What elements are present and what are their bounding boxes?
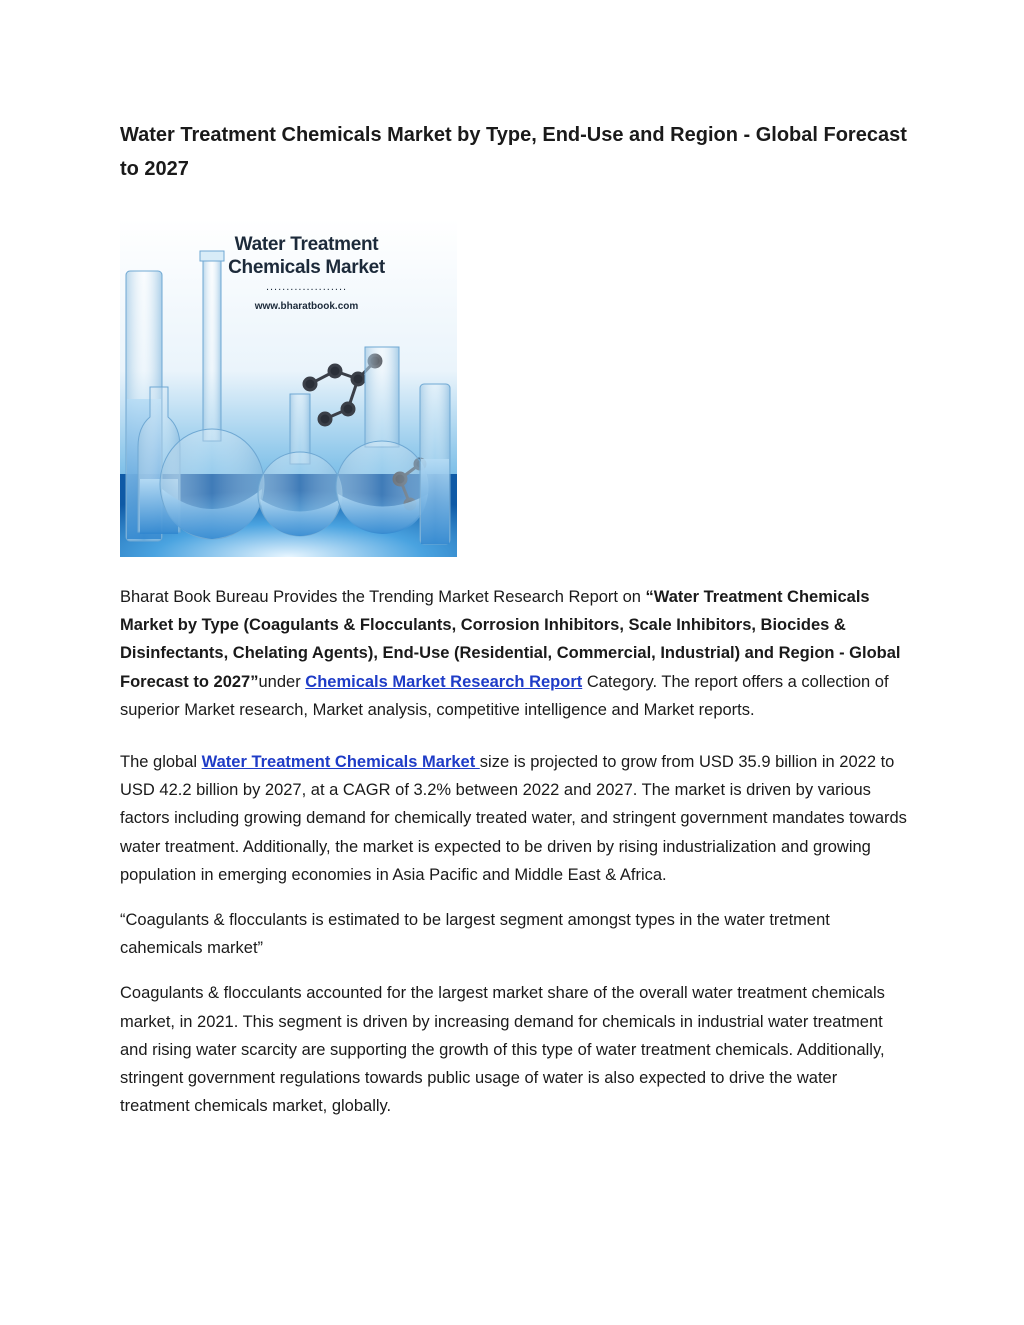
- segment-paragraph: Coagulants & flocculants accounted for the largest market share of the overall water treatment chemicals market, in 2021. This segment is driven by increasing demand for chemicals in industrial water treatment and rising water scarcity are supporting the growth of this type of water treatment chemicals. Additionally, stringent government regulations towards public usage of water is also expected to drive the water treatment chemicals market, globally.: [120, 984, 885, 1116]
- document-title: Water Treatment Chemicals Market by Type, End-Use and Region - Global Forecast to 2027: [120, 124, 907, 180]
- market-size-paragraph: [120, 748, 910, 889]
- chemicals-report-link[interactable]: Chemicals Market Research Report: [305, 672, 583, 691]
- market-rest: size is projected to grow from USD 35.9 billion in 2022 to USD 42.2 billion by 2027, at a CAGR of 3.2% between 2022 and 2027. The market is driven by various factors including growing demand for chemically treated water, and stringent government mandates towards water treatment. Additionally, the market is expected to be driven by rising industrialization and growing population in emerging economies in Asia Pacific and Middle East & Africa.: [120, 753, 907, 884]
- intro-rest: Category. The report offers a collection of superior Market research, Market analysis, competitive intelligence and Market reports.: [120, 672, 889, 719]
- market-lead: The global: [120, 753, 202, 772]
- hero-divider: ....................: [265, 281, 348, 293]
- intro-lead: Bharat Book Bureau Provides the Trending Market Research Report on: [120, 588, 646, 606]
- document-page: [120, 118, 910, 1120]
- intro-under: under: [258, 672, 306, 691]
- hero-heading: [120, 233, 457, 279]
- segment-quote: “Coagulants & flocculants is estimated to be largest segment amongst types in the water tretment cahemicals market”: [120, 911, 830, 958]
- market-link[interactable]: Water Treatment Chemicals Market: [201, 753, 480, 772]
- hero-caption: [120, 219, 457, 312]
- report-title: “Water Treatment Chemicals Market by Type (Coagulants & Flocculants, Corrosion Inhibitors, Scale Inhibitors, Biocides & Disinfectants, Chelating Agents), End-Use (Residential, Commercial, Industrial) and Region - Global Forecast to 2027”: [120, 588, 901, 691]
- hero-heading-line1: Water Treatment: [234, 234, 379, 255]
- hero-image: [120, 219, 457, 557]
- intro-paragraph: [120, 583, 910, 724]
- hero-url: www.bharatbook.com: [254, 301, 359, 312]
- hero-heading-line2: Chemicals Market: [228, 257, 385, 278]
